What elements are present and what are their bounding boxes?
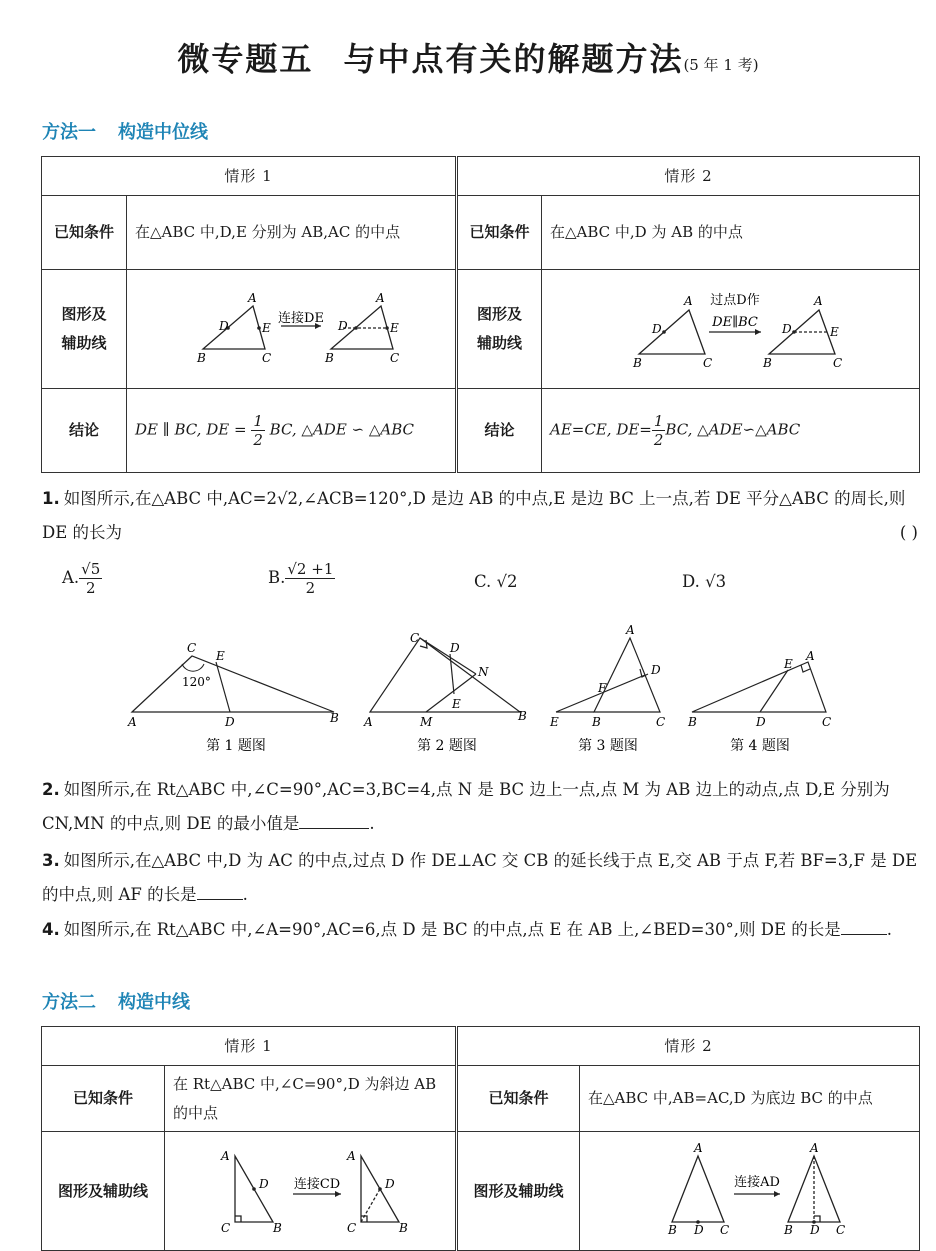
option-c[interactable]: C. √2 [474,572,518,591]
svg-text:A: A [221,1149,230,1163]
svg-text:D: D [781,322,792,336]
svg-text:A: A [806,649,815,663]
question-2: 2. 如图所示,在 Rt△ABC 中,∠C=90°,AC=3,BC=4,点 N 是 BC 边上一点,点 M 为 AB 边上的动点,点 D,E 分别为 CN,MN 的中点,则 DE 的最小值是 . [42,780,890,833]
m1-case2-header: 情形 2 [457,157,920,196]
m1-c1-conc-b: BC, △ADE ∽ △ABC [269,420,415,438]
svg-text:D: D [694,1223,704,1236]
svg-text:B: B [762,356,772,370]
half-fraction: $\frac{1}{2}$ [253,411,263,449]
q1-answer-paren[interactable]: ( ) [899,523,918,542]
svg-text:N: N [478,665,489,679]
q4-number: 4. [42,920,60,939]
svg-text:C: C [221,1221,231,1235]
question-3: 3. 如图所示,在△ABC 中,D 为 AC 的中点,过点 D 作 DE⊥AC 交 CB 的延长线于点 E,交 AB 于点 F,若 BF=3,F 是 DE 的中点,则 AF 的长是 . [42,851,918,904]
svg-text:M: M [420,715,433,729]
m1-fig-label-b-2: 辅助线 [476,333,522,352]
svg-text:B: B [330,711,339,725]
fig2-triangle [370,638,520,712]
question-figures [120,618,840,768]
option-d[interactable]: D. √3 [682,572,727,591]
q2-text: 如图所示,在 Rt△ABC 中,∠C=90°,AC=3,BC=4,点 N 是 BC 边上一点,点 M 为 AB 边上的动点,点 D,E 分别为 CN,MN 的中点,则 DE 的最小值是 [42,780,890,833]
svg-text:C: C [702,356,712,370]
method1-label: 方法一 [42,122,96,143]
triangle-shape [639,310,705,354]
m1-case1-action: 连接DE [278,311,324,326]
title-main-b: 与中点有关的解题方法 [343,40,684,78]
m1-fig-label-a: 图形及 [61,305,107,324]
m2-case2-known: 在△ABC 中,AB=AC,D 为底边 BC 的中点 [580,1066,920,1132]
method1-table [41,156,920,473]
m1-conclusion-label: 结论 [42,388,127,472]
q3-text: 如图所示,在△ABC 中,D 为 AC 的中点,过点 D 作 DE⊥AC 交 CB 的延长线于点 E,交 AB 于点 F,若 BF=3,F 是 DE 的中点,则 AF 的长是 [42,851,918,904]
svg-text:C: C [822,715,832,729]
svg-text:D: D [338,319,348,333]
m2-case2-action: 连接AD [734,1175,780,1190]
svg-text:E: E [262,321,271,335]
method2-heading [42,988,190,1014]
q4-text: 如图所示,在 Rt△ABC 中,∠A=90°,AC=6,点 D 是 BC 的中点,点 E 在 AB 上,∠BED=30°,则 DE 的长是 [63,920,841,939]
title-sub: (5 年 1 考) [683,56,759,74]
svg-text:B: B [273,1221,282,1235]
m2-case1-action: 连接CD [293,1177,341,1192]
method1-heading [42,118,208,144]
svg-text:C: C [390,351,400,365]
m1-figure-label [42,270,127,389]
method2-name: 构造中线 [118,992,190,1013]
fig1-caption: 第 1 题图 [206,738,266,754]
svg-text:C: C [187,641,197,655]
m1-case1-conclusion [127,388,457,472]
svg-text:C: C [410,631,420,645]
svg-text:A: A [810,1141,819,1155]
svg-text:C: C [262,351,272,365]
svg-text:E: E [216,649,225,663]
method2-label: 方法二 [42,992,96,1013]
svg-text:D: D [385,1177,395,1191]
svg-text:B: B [197,351,206,365]
q4-answer-blank[interactable] [841,916,887,935]
fig1-segment-de [216,662,230,712]
fig4-triangle [692,662,826,712]
svg-text:D: D [810,1223,820,1236]
svg-text:A: A [626,623,635,637]
q1-number: 1. [42,489,60,508]
svg-text:A: A [813,294,823,308]
svg-text:E: E [829,325,839,339]
fig2-segment-mn [426,674,476,712]
svg-text:E: E [390,321,399,335]
q3-answer-blank[interactable] [197,881,243,900]
fig1-triangle [132,656,334,712]
method2-table [41,1026,920,1251]
m2-known-label: 已知条件 [42,1066,165,1132]
arrow-head-icon [774,1191,780,1197]
m2-case1-known: 在 Rt△ABC 中,∠C=90°,D 为斜边 AB 的中点 [165,1066,457,1132]
svg-text:D: D [219,319,229,333]
question-4: 4. 如图所示,在 Rt△ABC 中,∠A=90°,AC=6,点 D 是 BC 的中点,点 E 在 AB 上,∠BED=30°,则 DE 的长是 . [42,913,918,947]
q1-text: 如图所示,在△ABC 中,AC=2√2,∠ACB=120°,D 是边 AB 的中点,E 是边 BC 上一点,若 DE 平分△ABC 的周长,则 DE 的长为 [42,489,906,542]
title-main-a: 微专题五 [177,40,314,78]
isosceles-triangle-shape [672,1156,724,1222]
half-fraction: $\frac{1}{2}$ [653,411,664,449]
fig1-angle-label: 120° [182,675,211,689]
svg-text:A: A [248,291,257,305]
m1-case1-diagram [135,274,455,374]
m1-known-label: 已知条件 [42,196,127,270]
m1-case2-action-a: 过点D作 [709,293,760,308]
svg-text:B: B [784,1223,793,1236]
m1-figure-label-2 [457,270,542,389]
m1-case2-action-b: DE∥BC [711,315,758,330]
m1-case2-known: 在△ABC 中,D 为 AB 的中点 [542,196,920,270]
m2-case1-header: 情形 1 [42,1027,457,1066]
option-b[interactable]: B. $\frac{√2 +1}{2}$ [268,560,334,597]
question-1 [42,482,918,550]
svg-text:D: D [756,715,766,729]
q2-number: 2. [42,780,60,799]
q1-options [62,560,922,612]
m2-known-label-2: 已知条件 [457,1066,580,1132]
m2-case2-figure [580,1132,920,1251]
q3-number: 3. [42,851,60,870]
m1-c2-conc-b: BC, △ADE∽△ABC [665,420,801,438]
svg-text:B: B [399,1221,408,1235]
svg-text:A: A [347,1149,356,1163]
m1-case2-figure [542,270,920,389]
fig3-caption: 第 3 题图 [578,738,638,754]
svg-text:C: C [836,1223,846,1236]
triangle-shape [203,306,265,349]
m1-case2-diagram [551,274,911,374]
svg-text:C: C [347,1221,357,1235]
m2-figure-label: 图形及辅助线 [42,1132,165,1251]
m2-case2-header: 情形 2 [457,1027,920,1066]
m2-case1-diagram [173,1136,453,1236]
svg-text:E: E [550,715,559,729]
fig4-caption: 第 4 题图 [730,738,790,754]
svg-text:A: A [376,291,385,305]
svg-text:D: D [225,715,235,729]
q2-answer-blank[interactable] [299,810,369,829]
svg-text:C: C [656,715,666,729]
svg-text:A: A [364,715,373,729]
svg-text:B: B [688,715,697,729]
page-title [0,34,936,80]
svg-text:C: C [832,356,842,370]
m2-case2-diagram [588,1136,918,1236]
svg-text:B: B [325,351,334,365]
m1-fig-label-b: 辅助线 [61,333,107,352]
method1-name: 构造中位线 [118,122,208,143]
m1-conclusion-label-2: 结论 [457,388,542,472]
m1-fig-label-a-2: 图形及 [476,305,522,324]
svg-text:B: B [592,715,601,729]
m1-case1-figure [127,270,457,389]
svg-text:E: E [784,657,793,671]
svg-text:D: D [450,641,460,655]
svg-text:B: B [518,709,527,723]
svg-text:A: A [694,1141,703,1155]
median-cd [361,1189,380,1222]
m1-case1-known: 在△ABC 中,D,E 分别为 AB,AC 的中点 [127,196,457,270]
option-a[interactable]: A. $\frac{√5}{2}$ [62,560,101,597]
svg-text:D: D [651,663,661,677]
svg-text:B: B [632,356,642,370]
svg-text:D: D [259,1177,269,1191]
m2-figure-label-2: 图形及辅助线 [457,1132,580,1251]
svg-text:A: A [683,294,693,308]
svg-text:E: E [452,697,461,711]
m1-known-label-2: 已知条件 [457,196,542,270]
svg-text:F: F [598,681,607,695]
m1-case1-header: 情形 1 [42,157,457,196]
svg-text:B: B [668,1223,677,1236]
m1-c2-conc-a: AE=CE, DE= [550,420,652,438]
svg-text:D: D [651,322,662,336]
svg-text:A: A [128,715,137,729]
fig2-caption: 第 2 题图 [417,738,477,754]
m2-case1-figure [165,1132,457,1251]
svg-text:C: C [720,1223,730,1236]
m1-c1-conc-a: DE ∥ BC, DE = [135,420,247,438]
m1-case2-conclusion [542,388,920,472]
